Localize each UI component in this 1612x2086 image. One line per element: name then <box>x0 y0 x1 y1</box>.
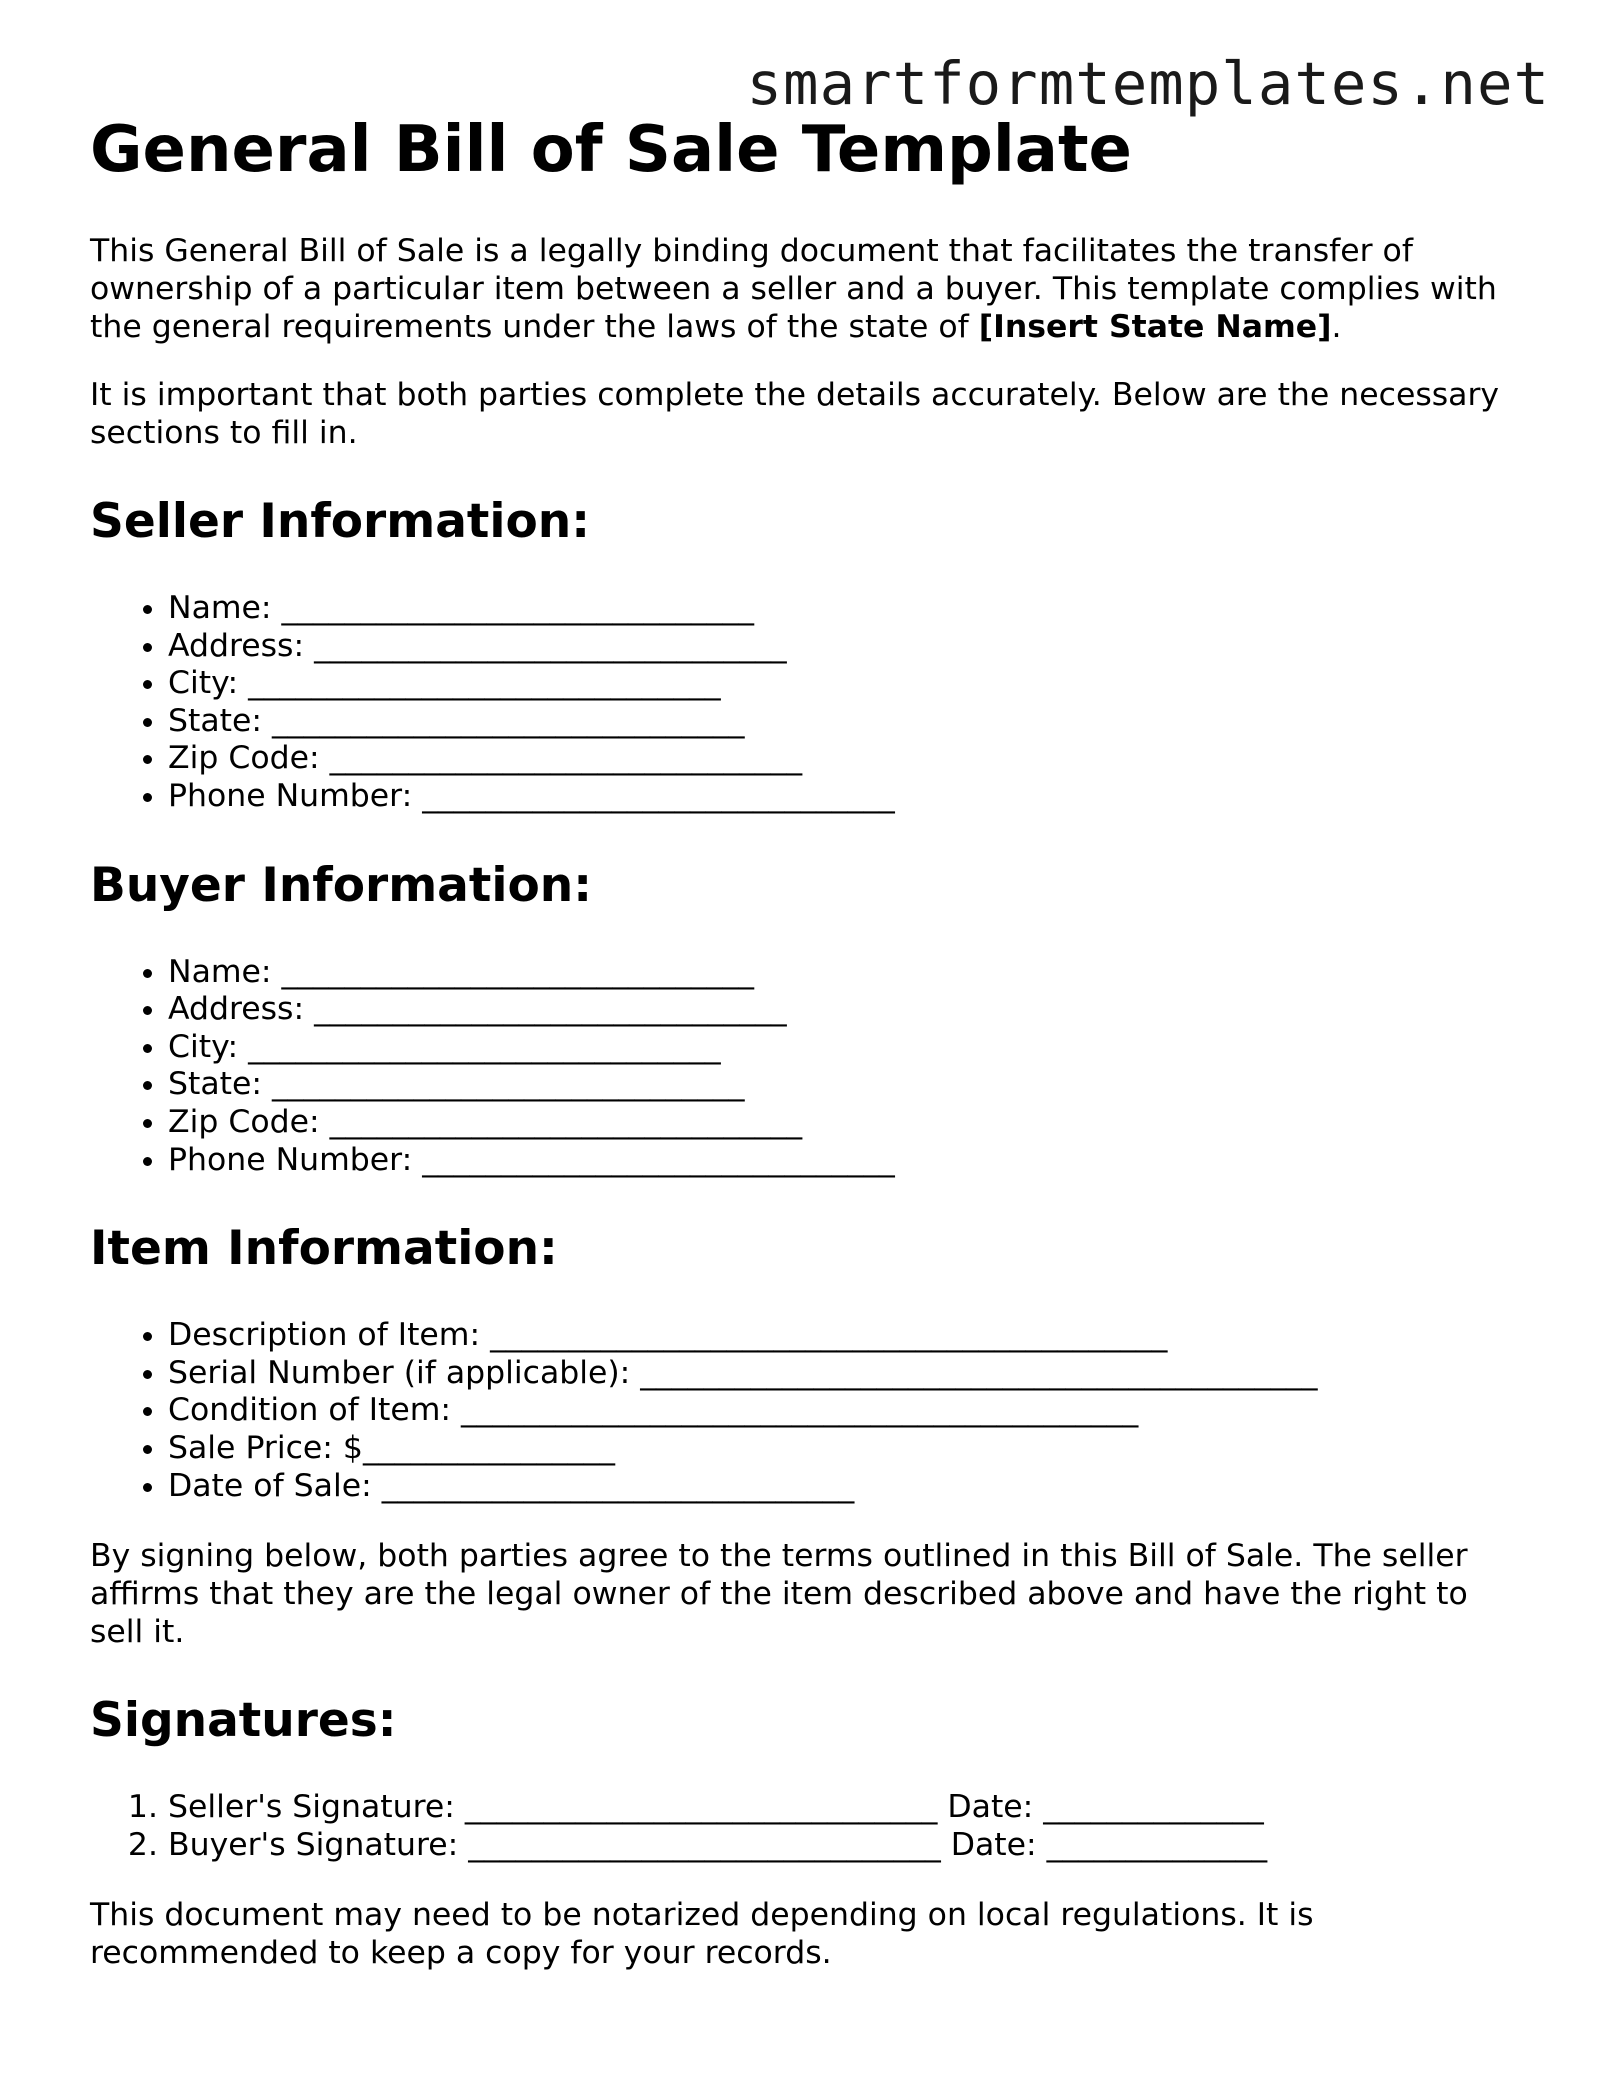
buyer-heading: Buyer Information: <box>90 857 593 913</box>
buyer-phone-field[interactable]: • Phone Number: ______________________________ <box>168 1142 1530 1180</box>
seller-heading: Seller Information: <box>90 494 591 549</box>
buyer-name-field[interactable]: • Name: ______________________________ <box>168 954 1530 992</box>
seller-field-list <box>90 590 1530 816</box>
intro-paragraph <box>90 232 1530 346</box>
page-title: General Bill of Sale Template <box>90 113 1132 187</box>
item-description-field[interactable]: • Description of Item: ___________________________________________ <box>168 1317 1530 1355</box>
buyer-city-field[interactable]: • City: ______________________________ <box>168 1029 1530 1067</box>
state-placeholder: [Insert State Name] <box>978 309 1332 345</box>
intro-text: This General Bill of Sale is a legally binding document that facilitates the transfer of ownership of a particular item between a seller and a buyer. This template complies with the general requirements under the laws of the state of <box>90 233 1497 345</box>
item-condition-field[interactable]: • Condition of Item: ___________________________________________ <box>168 1392 1530 1430</box>
seller-phone-field[interactable]: • Phone Number: ______________________________ <box>168 778 1530 816</box>
instructions-paragraph: It is important that both parties complete the details accurately. Below are the necessary sections to fill in. <box>90 377 1500 451</box>
intro-text-end: . <box>1331 309 1342 345</box>
watermark: smartformtemplates.net <box>746 49 1550 118</box>
buyer-signature-line[interactable]: 2. Buyer's Signature: ______________________________ Date: ______________ <box>168 1827 1530 1865</box>
item-date-field[interactable]: • Date of Sale: ______________________________ <box>168 1468 1530 1506</box>
seller-zip-field[interactable]: • Zip Code: ______________________________ <box>168 740 1530 778</box>
seller-city-field[interactable]: • City: ______________________________ <box>168 665 1530 703</box>
seller-address-field[interactable]: • Address: ______________________________ <box>168 628 1530 666</box>
item-heading: Item Information: <box>90 1221 558 1277</box>
signature-list <box>90 1789 1530 1864</box>
buyer-field-list <box>90 954 1530 1180</box>
seller-state-field[interactable]: • State: ______________________________ <box>168 703 1530 741</box>
item-price-field[interactable]: • Sale Price: $________________ <box>168 1430 1530 1468</box>
buyer-zip-field[interactable]: • Zip Code: ______________________________ <box>168 1104 1530 1142</box>
agreement-paragraph: By signing below, both parties agree to the terms outlined in this Bill of Sale. The seller affirms that they are the legal owner of the item described above and have the right to sell it. <box>90 1538 1468 1651</box>
item-field-list <box>90 1317 1530 1505</box>
seller-signature-line[interactable]: 1. Seller's Signature: ______________________________ Date: ______________ <box>168 1789 1530 1827</box>
signatures-heading: Signatures: <box>90 1693 397 1749</box>
document-body <box>90 112 1530 2002</box>
item-serial-field[interactable]: • Serial Number (if applicable): ___________________________________________ <box>168 1355 1530 1393</box>
buyer-address-field[interactable]: • Address: ______________________________ <box>168 991 1530 1029</box>
buyer-state-field[interactable]: • State: ______________________________ <box>168 1066 1530 1104</box>
seller-name-field[interactable]: • Name: ______________________________ <box>168 590 1530 628</box>
footer-note: This document may need to be notarized depending on local regulations. It is recommended to keep a copy for your records. <box>90 1897 1314 1972</box>
